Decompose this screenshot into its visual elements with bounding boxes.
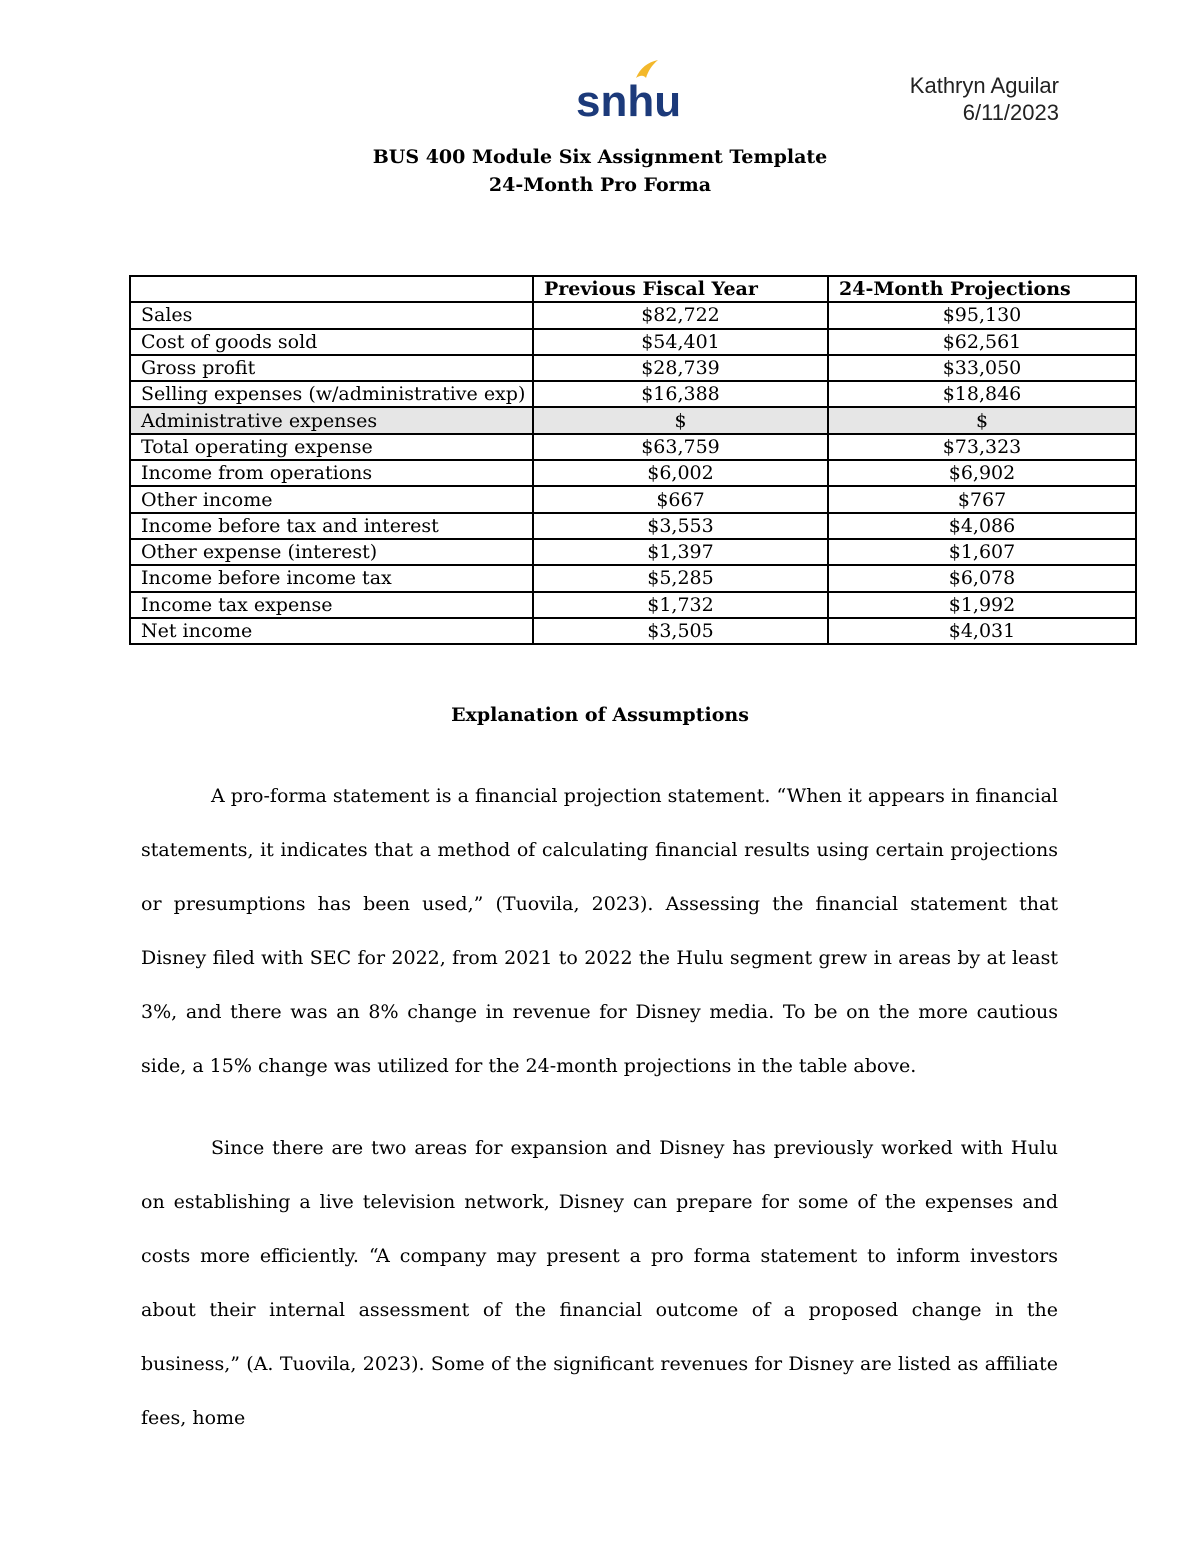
title-line-1: BUS 400 Module Six Assignment Template <box>372 146 828 168</box>
author-name: Kathryn Aguilar <box>909 73 1059 98</box>
previous-value: $ <box>533 407 828 433</box>
table-row <box>130 434 1136 460</box>
header-previous-fiscal-year: Previous Fiscal Year <box>533 276 828 302</box>
table-row <box>130 329 1136 355</box>
previous-value: $82,722 <box>533 302 828 328</box>
table-row <box>130 618 1136 644</box>
row-label: Gross profit <box>130 355 533 381</box>
header-blank <box>130 276 533 302</box>
table-row <box>130 539 1136 565</box>
table-row <box>130 513 1136 539</box>
row-label: Income before tax and interest <box>130 513 533 539</box>
projection-value: $95,130 <box>828 302 1136 328</box>
projection-value: $4,086 <box>828 513 1136 539</box>
table-row <box>130 407 1136 433</box>
row-label: Other expense (interest) <box>130 539 533 565</box>
logo-text: snhu <box>576 77 682 126</box>
previous-value: $3,505 <box>533 618 828 644</box>
row-label: Cost of goods sold <box>130 329 533 355</box>
previous-value: $6,002 <box>533 460 828 486</box>
table-row <box>130 355 1136 381</box>
previous-value: $54,401 <box>533 329 828 355</box>
document-title <box>0 143 1200 199</box>
previous-value: $1,397 <box>533 539 828 565</box>
projection-value: $6,902 <box>828 460 1136 486</box>
row-label: Income tax expense <box>130 592 533 618</box>
row-label: Other income <box>130 486 533 512</box>
projection-value: $4,031 <box>828 618 1136 644</box>
previous-value: $3,553 <box>533 513 828 539</box>
projection-value: $ <box>828 407 1136 433</box>
paragraph-1-text: A pro-forma statement is a financial projection statement. “When it appears in financial statements, it indicates that a method of calculating financial results using certain projections or presumptions has been used,” (Tuovila, 2023). Assessing the financial statement that Disney filed with SEC for 2022, from 2021 to 2022 the Hulu segment grew in areas by at least 3%, and there was an 8% change in revenue for Disney media. To be on the more cautious side, a 15% change was utilized for the 24-month projections in the table above. <box>141 785 1058 1077</box>
paragraph-2-text: Since there are two areas for expansion and Disney has previously worked with Hulu on establishing a live television network, Disney can prepare for some of the expenses and costs more efficiently. “A company may present a pro forma statement to inform investors about their internal assessment of the financial outcome of a proposed change in the business,” (A. Tuovila, 2023). Some of the significant revenues for Disney are listed as affiliate fees, home <box>141 1137 1058 1429</box>
previous-value: $1,732 <box>533 592 828 618</box>
document-date: 6/11/2023 <box>962 100 1059 125</box>
pro-forma-table <box>129 275 1137 645</box>
table-row <box>130 460 1136 486</box>
projection-value: $1,992 <box>828 592 1136 618</box>
table-row <box>130 302 1136 328</box>
title-line-2: 24-Month Pro Forma <box>488 174 712 196</box>
row-label: Income from operations <box>130 460 533 486</box>
table-row <box>130 486 1136 512</box>
assumptions-paragraph-1 <box>141 769 1058 1093</box>
projection-value: $73,323 <box>828 434 1136 460</box>
projection-value: $33,050 <box>828 355 1136 381</box>
table-row <box>130 592 1136 618</box>
author-block <box>910 72 1059 126</box>
row-label: Administrative expenses <box>130 407 533 433</box>
table-row <box>130 565 1136 591</box>
previous-value: $5,285 <box>533 565 828 591</box>
header-24-month-projections: 24-Month Projections <box>828 276 1136 302</box>
snhu-logo <box>574 58 682 126</box>
previous-value: $16,388 <box>533 381 828 407</box>
projection-value: $18,846 <box>828 381 1136 407</box>
assumptions-paragraph-2 <box>141 1121 1058 1445</box>
row-label: Selling expenses (w/administrative exp) <box>130 381 533 407</box>
projection-value: $6,078 <box>828 565 1136 591</box>
previous-value: $667 <box>533 486 828 512</box>
assumptions-heading: Explanation of Assumptions <box>451 704 749 726</box>
snhu-flame-icon <box>574 58 682 126</box>
row-label: Income before income tax <box>130 565 533 591</box>
projection-value: $767 <box>828 486 1136 512</box>
row-label: Total operating expense <box>130 434 533 460</box>
row-label: Net income <box>130 618 533 644</box>
projection-value: $62,561 <box>828 329 1136 355</box>
table-header-row <box>130 276 1136 302</box>
previous-value: $28,739 <box>533 355 828 381</box>
previous-value: $63,759 <box>533 434 828 460</box>
projection-value: $1,607 <box>828 539 1136 565</box>
table-row <box>130 381 1136 407</box>
row-label: Sales <box>130 302 533 328</box>
